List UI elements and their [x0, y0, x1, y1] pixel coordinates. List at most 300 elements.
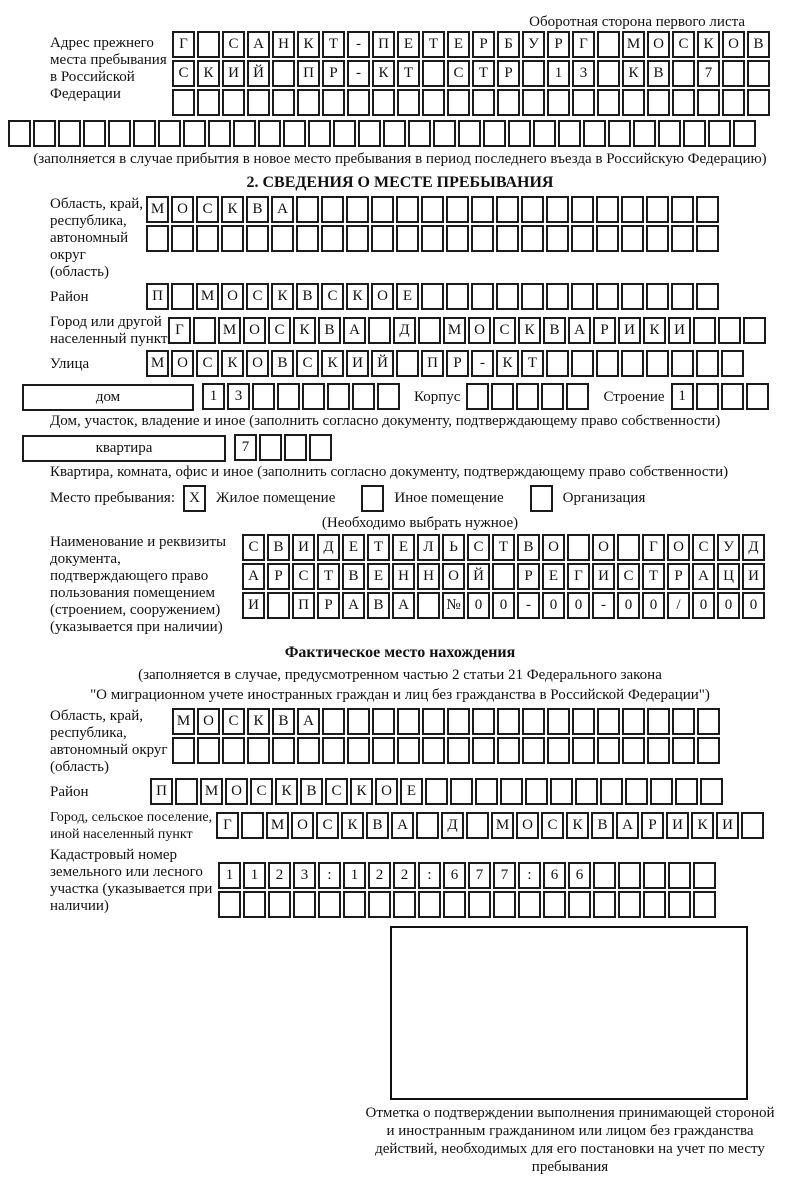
char-box[interactable] [546, 350, 569, 377]
char-box[interactable]: М [146, 196, 169, 223]
char-box[interactable]: Ц [717, 563, 740, 590]
char-box[interactable] [371, 225, 394, 252]
char-box[interactable] [497, 89, 520, 116]
char-box[interactable]: Е [400, 778, 423, 805]
char-box[interactable]: К [321, 350, 344, 377]
char-box[interactable] [297, 737, 320, 764]
char-box[interactable] [471, 196, 494, 223]
char-box[interactable]: О [516, 812, 539, 839]
char-box[interactable] [521, 283, 544, 310]
char-box[interactable]: В [267, 534, 290, 561]
char-box[interactable] [672, 708, 695, 735]
char-box[interactable] [416, 812, 439, 839]
char-box[interactable] [368, 891, 391, 918]
char-box[interactable]: М [196, 283, 219, 310]
char-box[interactable]: Т [367, 534, 390, 561]
char-box[interactable] [617, 534, 640, 561]
char-box[interactable]: - [517, 592, 540, 619]
char-box[interactable]: У [717, 534, 740, 561]
char-box[interactable] [671, 196, 694, 223]
char-box[interactable] [700, 778, 723, 805]
char-box[interactable] [596, 283, 619, 310]
char-box[interactable]: 3 [293, 862, 316, 889]
char-box[interactable]: В [747, 31, 770, 58]
char-box[interactable]: Т [521, 350, 544, 377]
char-box[interactable] [372, 708, 395, 735]
char-box[interactable]: О [171, 350, 194, 377]
char-box[interactable]: П [146, 283, 169, 310]
char-box[interactable]: : [518, 862, 541, 889]
char-box[interactable]: Р [317, 592, 340, 619]
char-box[interactable] [721, 350, 744, 377]
char-box[interactable] [696, 225, 719, 252]
char-box[interactable] [646, 225, 669, 252]
char-box[interactable] [696, 350, 719, 377]
char-box[interactable] [322, 708, 345, 735]
char-box[interactable]: Р [641, 812, 664, 839]
char-box[interactable] [471, 283, 494, 310]
char-box[interactable] [497, 737, 520, 764]
char-box[interactable]: Т [642, 563, 665, 590]
char-box[interactable] [568, 891, 591, 918]
char-box[interactable]: Г [572, 31, 595, 58]
char-box[interactable] [377, 383, 400, 410]
char-box[interactable]: И [292, 534, 315, 561]
char-box[interactable] [321, 225, 344, 252]
char-box[interactable] [696, 383, 719, 410]
char-box[interactable] [371, 196, 394, 223]
char-box[interactable]: П [297, 60, 320, 87]
char-box[interactable] [33, 120, 56, 147]
char-box[interactable] [672, 737, 695, 764]
char-box[interactable]: В [300, 778, 323, 805]
char-box[interactable] [468, 891, 491, 918]
char-box[interactable] [668, 862, 691, 889]
char-box[interactable]: В [591, 812, 614, 839]
char-box[interactable] [218, 891, 241, 918]
char-box[interactable]: С [292, 563, 315, 590]
char-box[interactable]: К [297, 31, 320, 58]
char-box[interactable] [222, 89, 245, 116]
char-box[interactable]: С [617, 563, 640, 590]
char-box[interactable] [318, 891, 341, 918]
char-box[interactable] [327, 383, 350, 410]
char-box[interactable]: С [467, 534, 490, 561]
char-box[interactable]: Г [567, 563, 590, 590]
char-box[interactable] [246, 225, 269, 252]
char-box[interactable]: О [647, 31, 670, 58]
char-box[interactable] [418, 891, 441, 918]
char-box[interactable] [658, 120, 681, 147]
char-box[interactable] [647, 737, 670, 764]
char-box[interactable] [621, 283, 644, 310]
char-box[interactable]: Р [267, 563, 290, 590]
char-box[interactable]: 0 [617, 592, 640, 619]
char-box[interactable]: О [246, 350, 269, 377]
char-box[interactable]: 1 [202, 383, 225, 410]
char-box[interactable]: И [242, 592, 265, 619]
char-box[interactable]: С [268, 317, 291, 344]
char-box[interactable] [491, 383, 514, 410]
char-box[interactable] [433, 120, 456, 147]
char-box[interactable]: А [391, 812, 414, 839]
char-box[interactable] [475, 778, 498, 805]
char-box[interactable] [522, 708, 545, 735]
char-box[interactable] [175, 778, 198, 805]
char-box[interactable]: : [418, 862, 441, 889]
char-box[interactable]: О [722, 31, 745, 58]
char-box[interactable]: О [197, 708, 220, 735]
char-box[interactable] [621, 350, 644, 377]
char-box[interactable] [522, 737, 545, 764]
char-box[interactable] [683, 120, 706, 147]
char-box[interactable]: О [442, 563, 465, 590]
char-box[interactable]: С [196, 196, 219, 223]
char-box[interactable] [496, 225, 519, 252]
char-box[interactable]: В [272, 708, 295, 735]
char-box[interactable] [647, 89, 670, 116]
char-box[interactable] [297, 89, 320, 116]
char-box[interactable] [672, 89, 695, 116]
char-box[interactable] [283, 120, 306, 147]
char-box[interactable] [322, 737, 345, 764]
char-box[interactable] [347, 708, 370, 735]
char-box[interactable] [372, 89, 395, 116]
char-box[interactable]: К [622, 60, 645, 87]
char-box[interactable]: Г [172, 31, 195, 58]
char-box[interactable]: Р [667, 563, 690, 590]
char-box[interactable] [321, 196, 344, 223]
char-box[interactable]: Р [472, 31, 495, 58]
char-box[interactable] [443, 891, 466, 918]
char-box[interactable]: К [643, 317, 666, 344]
char-box[interactable] [472, 737, 495, 764]
char-box[interactable] [596, 196, 619, 223]
char-box[interactable] [521, 225, 544, 252]
char-box[interactable] [546, 225, 569, 252]
char-box[interactable] [346, 196, 369, 223]
char-box[interactable]: 1 [343, 862, 366, 889]
char-box[interactable] [671, 225, 694, 252]
char-box[interactable] [471, 225, 494, 252]
char-box[interactable] [271, 225, 294, 252]
char-box[interactable] [233, 120, 256, 147]
char-box[interactable] [622, 737, 645, 764]
char-box[interactable]: К [221, 196, 244, 223]
char-box[interactable] [418, 317, 441, 344]
char-box[interactable]: 0 [492, 592, 515, 619]
char-box[interactable] [708, 120, 731, 147]
char-box[interactable]: С [692, 534, 715, 561]
char-box[interactable]: К [697, 31, 720, 58]
char-box[interactable]: С [250, 778, 273, 805]
char-box[interactable]: М [200, 778, 223, 805]
char-box[interactable] [693, 891, 716, 918]
char-box[interactable]: И [618, 317, 641, 344]
char-box[interactable]: М [491, 812, 514, 839]
char-box[interactable] [272, 89, 295, 116]
char-box[interactable] [358, 120, 381, 147]
char-box[interactable] [397, 89, 420, 116]
char-box[interactable]: О [291, 812, 314, 839]
char-box[interactable]: Р [517, 563, 540, 590]
char-box[interactable] [697, 737, 720, 764]
char-box[interactable]: 7 [234, 434, 257, 461]
char-box[interactable]: С [316, 812, 339, 839]
char-box[interactable]: С [296, 350, 319, 377]
char-box[interactable] [597, 89, 620, 116]
char-box[interactable]: Д [441, 812, 464, 839]
char-box[interactable]: С [541, 812, 564, 839]
char-box[interactable] [572, 89, 595, 116]
char-box[interactable]: Е [542, 563, 565, 590]
char-box[interactable]: М [146, 350, 169, 377]
char-box[interactable] [547, 89, 570, 116]
char-box[interactable]: П [421, 350, 444, 377]
char-box[interactable]: Е [447, 31, 470, 58]
char-box[interactable]: С [222, 708, 245, 735]
char-box[interactable]: С [493, 317, 516, 344]
char-box[interactable] [618, 862, 641, 889]
char-box[interactable] [675, 778, 698, 805]
char-box[interactable] [58, 120, 81, 147]
char-box[interactable] [197, 89, 220, 116]
char-box[interactable] [309, 434, 332, 461]
char-box[interactable]: 2 [393, 862, 416, 889]
char-box[interactable] [608, 120, 631, 147]
char-box[interactable]: 0 [692, 592, 715, 619]
char-box[interactable]: К [350, 778, 373, 805]
char-box[interactable]: В [543, 317, 566, 344]
char-box[interactable]: 0 [542, 592, 565, 619]
char-box[interactable] [417, 592, 440, 619]
char-box[interactable] [393, 891, 416, 918]
char-box[interactable]: Д [317, 534, 340, 561]
char-box[interactable]: О [592, 534, 615, 561]
char-box[interactable] [396, 196, 419, 223]
char-box[interactable] [722, 60, 745, 87]
char-box[interactable]: М [266, 812, 289, 839]
char-box[interactable]: К [221, 350, 244, 377]
char-box[interactable] [596, 225, 619, 252]
char-box[interactable]: М [443, 317, 466, 344]
char-box[interactable]: В [517, 534, 540, 561]
char-box[interactable] [296, 225, 319, 252]
char-box[interactable] [346, 225, 369, 252]
char-box[interactable]: Т [492, 534, 515, 561]
char-box[interactable]: В [366, 812, 389, 839]
char-box[interactable] [422, 737, 445, 764]
char-box[interactable]: К [372, 60, 395, 87]
char-box[interactable]: А [271, 196, 294, 223]
char-box[interactable] [267, 592, 290, 619]
char-box[interactable] [383, 120, 406, 147]
char-box[interactable]: 2 [368, 862, 391, 889]
char-box[interactable]: 0 [467, 592, 490, 619]
char-box[interactable]: С [172, 60, 195, 87]
char-box[interactable] [746, 383, 769, 410]
char-box[interactable] [558, 120, 581, 147]
char-box[interactable]: 1 [243, 862, 266, 889]
char-box[interactable]: Б [497, 31, 520, 58]
char-box[interactable] [343, 891, 366, 918]
char-box[interactable]: С [222, 31, 245, 58]
char-box[interactable]: В [367, 592, 390, 619]
char-box[interactable] [672, 60, 695, 87]
char-box[interactable] [158, 120, 181, 147]
char-box[interactable] [372, 737, 395, 764]
char-box[interactable]: И [716, 812, 739, 839]
char-box[interactable] [646, 283, 669, 310]
char-box[interactable]: Т [472, 60, 495, 87]
char-box[interactable] [693, 862, 716, 889]
char-box[interactable] [571, 350, 594, 377]
char-box[interactable] [496, 283, 519, 310]
char-box[interactable]: О [468, 317, 491, 344]
char-box[interactable] [197, 737, 220, 764]
checkbox-inoe-pomeshchenie[interactable] [361, 485, 384, 512]
char-box[interactable] [247, 89, 270, 116]
char-box[interactable]: К [518, 317, 541, 344]
char-box[interactable] [196, 225, 219, 252]
char-box[interactable] [172, 89, 195, 116]
char-box[interactable] [583, 120, 606, 147]
char-box[interactable] [550, 778, 573, 805]
char-box[interactable]: О [221, 283, 244, 310]
char-box[interactable]: И [742, 563, 765, 590]
char-box[interactable]: К [293, 317, 316, 344]
char-box[interactable] [547, 708, 570, 735]
char-box[interactable]: 1 [671, 383, 694, 410]
char-box[interactable] [421, 283, 444, 310]
char-box[interactable] [593, 891, 616, 918]
char-box[interactable] [597, 31, 620, 58]
char-box[interactable]: 7 [493, 862, 516, 889]
char-box[interactable] [600, 778, 623, 805]
char-box[interactable] [593, 862, 616, 889]
char-box[interactable] [566, 383, 589, 410]
char-box[interactable] [466, 383, 489, 410]
char-box[interactable]: К [271, 283, 294, 310]
char-box[interactable]: П [372, 31, 395, 58]
char-box[interactable] [483, 120, 506, 147]
char-box[interactable]: Е [392, 534, 415, 561]
char-box[interactable]: К [275, 778, 298, 805]
char-box[interactable] [522, 60, 545, 87]
char-box[interactable] [446, 225, 469, 252]
char-box[interactable] [421, 196, 444, 223]
char-box[interactable] [496, 196, 519, 223]
char-box[interactable] [422, 89, 445, 116]
char-box[interactable] [277, 383, 300, 410]
char-box[interactable]: М [622, 31, 645, 58]
char-box[interactable] [571, 283, 594, 310]
char-box[interactable]: К [346, 283, 369, 310]
char-box[interactable] [408, 120, 431, 147]
char-box[interactable]: 7 [697, 60, 720, 87]
char-box[interactable]: П [292, 592, 315, 619]
char-box[interactable]: 3 [227, 383, 250, 410]
char-box[interactable] [597, 708, 620, 735]
char-box[interactable] [322, 89, 345, 116]
char-box[interactable] [421, 225, 444, 252]
char-box[interactable] [618, 891, 641, 918]
char-box[interactable]: О [542, 534, 565, 561]
char-box[interactable]: Н [417, 563, 440, 590]
char-box[interactable]: М [172, 708, 195, 735]
char-box[interactable] [293, 891, 316, 918]
char-box[interactable] [472, 708, 495, 735]
char-box[interactable]: И [666, 812, 689, 839]
char-box[interactable]: С [242, 534, 265, 561]
char-box[interactable]: 0 [642, 592, 665, 619]
char-box[interactable] [575, 778, 598, 805]
char-box[interactable]: А [616, 812, 639, 839]
char-box[interactable] [597, 737, 620, 764]
char-box[interactable] [567, 534, 590, 561]
char-box[interactable]: С [672, 31, 695, 58]
char-box[interactable]: В [271, 350, 294, 377]
char-box[interactable] [722, 89, 745, 116]
char-box[interactable]: К [496, 350, 519, 377]
char-box[interactable] [571, 225, 594, 252]
char-box[interactable] [696, 196, 719, 223]
char-box[interactable] [696, 283, 719, 310]
char-box[interactable] [208, 120, 231, 147]
char-box[interactable]: П [150, 778, 173, 805]
char-box[interactable]: О [171, 196, 194, 223]
char-box[interactable] [671, 283, 694, 310]
char-box[interactable] [446, 283, 469, 310]
char-box[interactable]: В [342, 563, 365, 590]
char-box[interactable]: Г [168, 317, 191, 344]
char-box[interactable]: 0 [567, 592, 590, 619]
char-box[interactable]: Й [371, 350, 394, 377]
char-box[interactable] [472, 89, 495, 116]
char-box[interactable] [268, 891, 291, 918]
char-box[interactable] [747, 89, 770, 116]
char-box[interactable]: 1 [218, 862, 241, 889]
char-box[interactable]: 0 [742, 592, 765, 619]
char-box[interactable]: : [318, 862, 341, 889]
char-box[interactable]: О [243, 317, 266, 344]
char-box[interactable] [172, 737, 195, 764]
char-box[interactable] [308, 120, 331, 147]
char-box[interactable]: 7 [468, 862, 491, 889]
char-box[interactable]: - [347, 31, 370, 58]
char-box[interactable]: К [566, 812, 589, 839]
char-box[interactable]: Д [393, 317, 416, 344]
char-box[interactable] [466, 812, 489, 839]
char-box[interactable]: И [592, 563, 615, 590]
char-box[interactable] [347, 89, 370, 116]
char-box[interactable] [546, 196, 569, 223]
char-box[interactable]: Т [422, 31, 445, 58]
char-box[interactable] [425, 778, 448, 805]
char-box[interactable]: 3 [572, 60, 595, 87]
char-box[interactable]: С [246, 283, 269, 310]
char-box[interactable] [747, 60, 770, 87]
char-box[interactable] [446, 196, 469, 223]
char-box[interactable]: К [197, 60, 220, 87]
char-box[interactable] [733, 120, 756, 147]
char-box[interactable] [492, 563, 515, 590]
char-box[interactable] [647, 708, 670, 735]
char-box[interactable] [171, 225, 194, 252]
char-box[interactable] [625, 778, 648, 805]
char-box[interactable]: А [392, 592, 415, 619]
char-box[interactable] [352, 383, 375, 410]
